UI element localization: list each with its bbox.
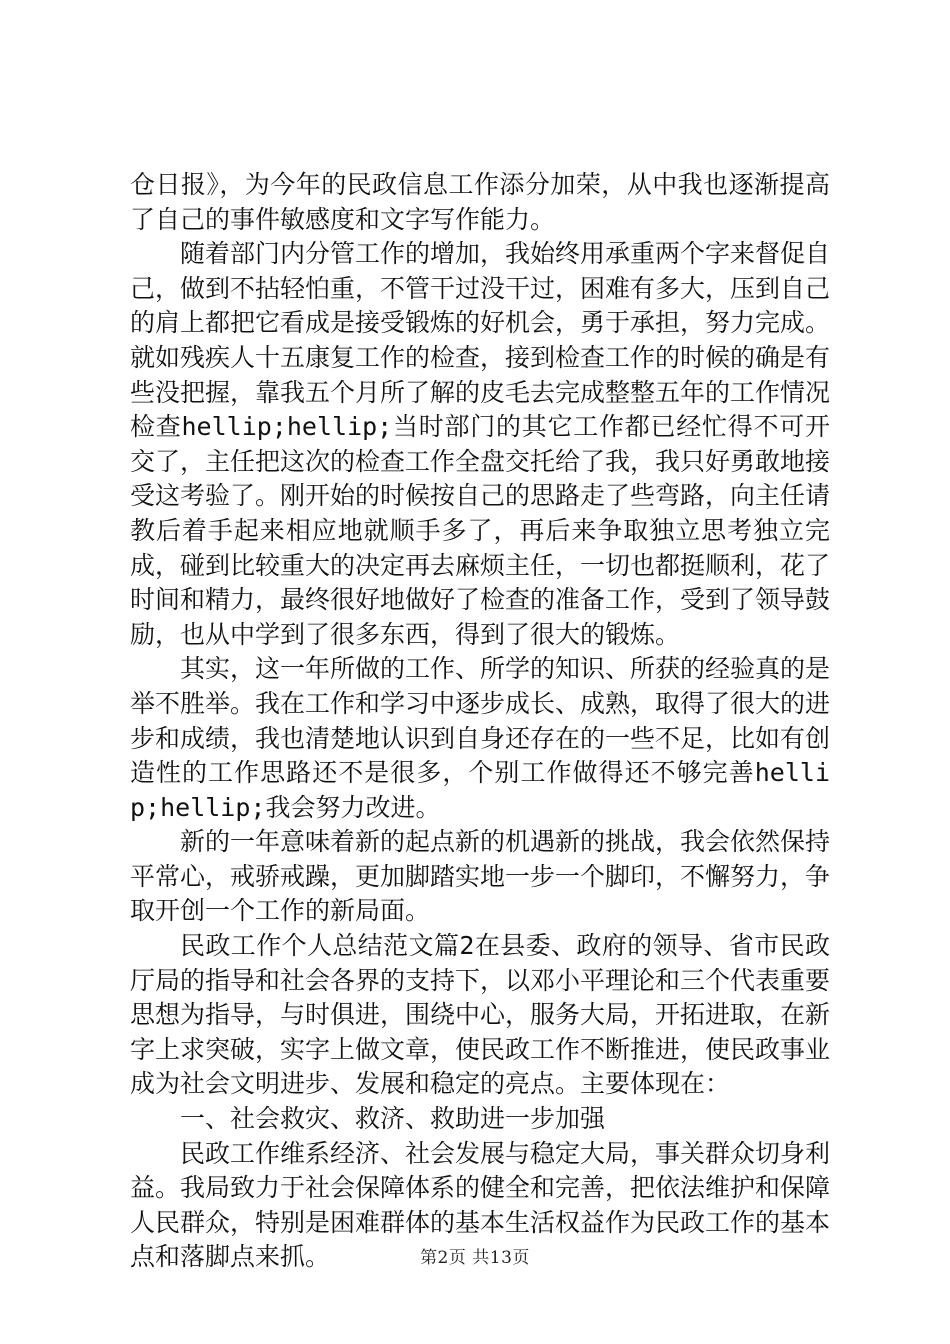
paragraph-continued: 仓日报》，为今年的民政信息工作添分加荣，从中我也逐渐提高了自己的事件敏感度和文字写作能力。 (130, 170, 830, 234)
paragraph: 新的一年意味着新的起点新的机遇新的挑战，我会依然保持平常心，戒骄戒躁，更加脚踏实地一步一个脚印，不懈努力，争取开创一个工作的新局面。 (130, 827, 831, 926)
document-body (130, 168, 830, 1275)
paragraph: 其实，这一年所做的工作、所学的知识、所获的经验真的是举不胜举。我在工作和学习中逐步成长、成熟，取得了很大的进步和成绩，我也清楚地认识到自身还存在的一些不足，比如有创造性的工作思路还不是很多，个别工作做得还不够完善hellip;hellip;我会努力改进。 (130, 654, 831, 822)
paragraph: 随着部门内分管工作的增加，我始终用承重两个字来督促自己，做到不拈轻怕重，不管干过没干过，困难有多大，压到自己的肩上都把它看成是接受锻炼的好机会，勇于承担，努力完成。就如残疾人十五康复工作的检查，接到检查工作的时候的确是有些没把握，靠我五个月所了解的皮毛去完成整整五年的工作情况检查hellip;hellip;当时部门的其它工作都已经忙得不可开交了，主任把这次的检查工作全盘交托给了我，我只好勇敢地接受这考验了。刚开始的时候按自己的思路走了些弯路，向主任请教后着手起来相应地就顺手多了，再后来争取独立思考独立完成，碰到比较重大的决定再去麻烦主任，一切也都挺顺利，花了时间和精力，最终很好地做好了检查的准备工作，受到了领导鼓励，也从中学到了很多东西，得到了很大的锻炼。 (130, 239, 831, 649)
paragraph: 民政工作维系经济、社会发展与稳定大局，事关群众切身利益。我局致力于社会保障体系的健全和完善，把依法维护和保障人民群众，特别是困难群体的基本生活权益作为民政工作的基本点和落脚点来抓。 (130, 1138, 831, 1272)
page-number-footer: 第2页 共13页 (420, 1248, 530, 1268)
paragraph: 民政工作个人总结范文篇2在县委、政府的领导、省市民政厅局的指导和社会各界的支持下，以邓小平理论和三个代表重要思想为指导，与时俱进，围绕中心，服务大局，开拓进取，在新字上求突破，实字上做文章，使民政工作不断推进，使民政事业成为社会文明进步、发展和稳定的亮点。主要体现在： (130, 931, 831, 1099)
section-heading: 一、社会救灾、救济、救助进一步加强 (180, 1104, 606, 1134)
